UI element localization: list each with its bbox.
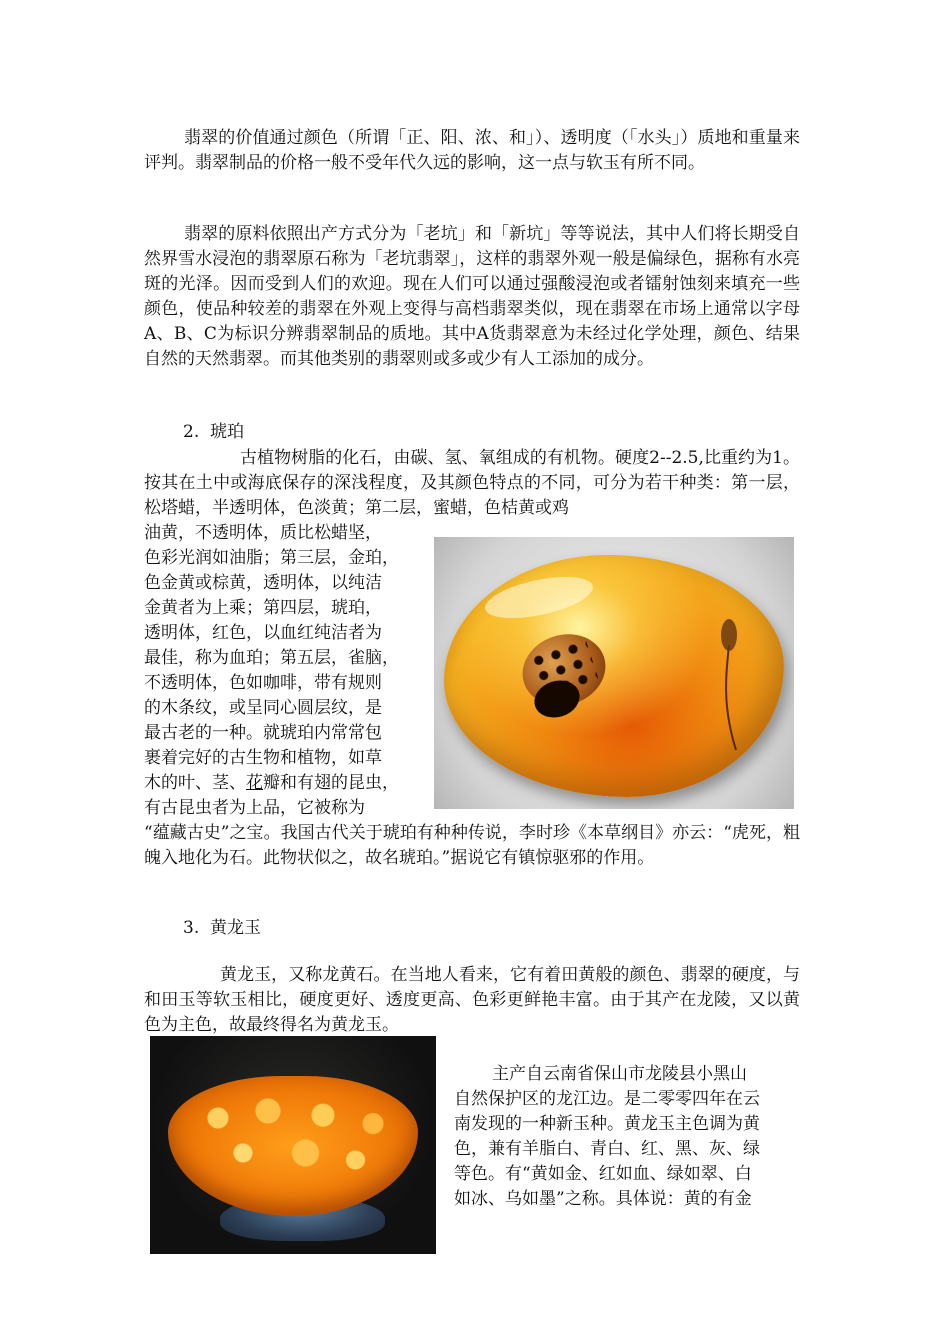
text-line: 透明体，红色，以血红纯洁者为 [144, 623, 382, 643]
amber-wrapped-text [144, 521, 424, 821]
paragraph-huanglong-intro: 黄龙玉，又称龙黄石。在当地人看来，它有着田黄般的颜色、翡翠的硬度，与和田玉等软玉相比，硬度更好、透度更高、色彩更鲜艳丰富。由于其产在龙陵，又以黄色为主色，故最终得名为黄龙玉。 [144, 965, 800, 1035]
text-line: 有古昆虫者为上品，它被称为 [144, 798, 365, 818]
text-line: 色，兼有羊脂白、青白、红、黑、灰、绿 [454, 1139, 760, 1159]
plant-inclusion [714, 615, 744, 755]
paragraph-amber-tail: “蕴藏古史”之宝。我国古代关于琥珀有种种传说，李时珍《本草纲目》亦云：“虎死，粗魄入地化为石。此物状似之，故名琥珀。”据说它有镇惊驱邪的作用。 [144, 823, 800, 868]
huanglong-wrapped-text [454, 1062, 806, 1212]
hyperlink-flower[interactable]: 花 [246, 773, 263, 793]
paragraph-jade-value: 翡翠的价值通过颜色（所谓「正、阳、浓、和」）、透明度（「水头」）质地和重量来评判。翡翠制品的价格一般不受年代久远的影响，这一点与软玉有所不同。 [144, 128, 800, 173]
text-line: 的木条纹，或呈同心圆层纹，是 [144, 698, 382, 718]
section-number: 3. [183, 918, 200, 938]
text-line: 裹着完好的古生物和植物，如草 [144, 748, 382, 768]
highlight [482, 569, 597, 626]
text-line: 最古老的一种。就琥珀内常常包 [144, 723, 382, 743]
section-heading-huanglong-jade [183, 916, 261, 941]
text-span: 木的叶、茎、 [144, 773, 246, 793]
carved-jade [168, 1076, 418, 1216]
section-title: 黄龙玉 [210, 918, 262, 938]
amber-stone [444, 555, 784, 797]
text-line: 金黄者为上乘；第四层，琥珀， [144, 598, 382, 618]
text-line [144, 771, 424, 796]
section-title: 琥珀 [210, 422, 245, 442]
huanglong-jade-photo [150, 1036, 436, 1254]
text-line: 等色。有“黄如金、红如血、绿如翠、白 [454, 1164, 752, 1184]
text-line: 南发现的一种新玉种。黄龙玉主色调为黄 [454, 1114, 760, 1134]
text-line: 色彩光润如油脂；第三层，金珀， [144, 548, 399, 568]
text-line: 色金黄或棕黄，透明体，以纯洁 [144, 573, 382, 593]
text-line: 主产自云南省保山市龙陵县小黑山 [492, 1064, 747, 1084]
text-line: 最佳，称为血珀；第五层，雀脑， [144, 648, 399, 668]
amber-photo [434, 537, 794, 809]
text-line: 自然保护区的龙江边。是二零零四年在云 [454, 1089, 760, 1109]
text-span: 瓣和有翅的昆虫， [263, 773, 399, 793]
text-line: 如冰、乌如墨”之称。具体说：黄的有金 [454, 1189, 752, 1209]
text-line: 油黄，不透明体，质比松蜡坚， [144, 523, 382, 543]
paragraph-jade-origin: 翡翠的原料依照出产方式分为「老坑」和「新坑」等等说法，其中人们将长期受自然界雪水浸泡的翡翠原石称为「老坑翡翠」，这样的翡翠外观一般是偏绿色，据称有水亮斑的光泽。因而受到人们的欢迎。现在人们可以通过强酸浸泡或者镭射蚀刻来填充一些颜色，使品种较差的翡翠在外观上变得与高档翡翠类似，现在翡翠在市场上通常以字母A、B、C为标识分辨翡翠制品的质地。其中A货翡翠意为未经过化学处理，颜色、结果自然的天然翡翠。而其他类别的翡翠则或多或少有人工添加的成分。 [144, 224, 800, 369]
section-number: 2. [183, 422, 200, 442]
paragraph-amber-intro: 古植物树脂的化石，由碳、氢、氧组成的有机物。硬度2--2.5,比重约为1。按其在土中或海底保存的深浅程度，及其颜色特点的不同，可分为若干种类：第一层，松塔蜡，半透明体，色淡黄；第二层，蜜蜡，色桔黄或鸡 [144, 448, 800, 518]
section-heading-amber [183, 420, 244, 445]
text-line: 不透明体，色如咖啡，带有规则 [144, 673, 382, 693]
